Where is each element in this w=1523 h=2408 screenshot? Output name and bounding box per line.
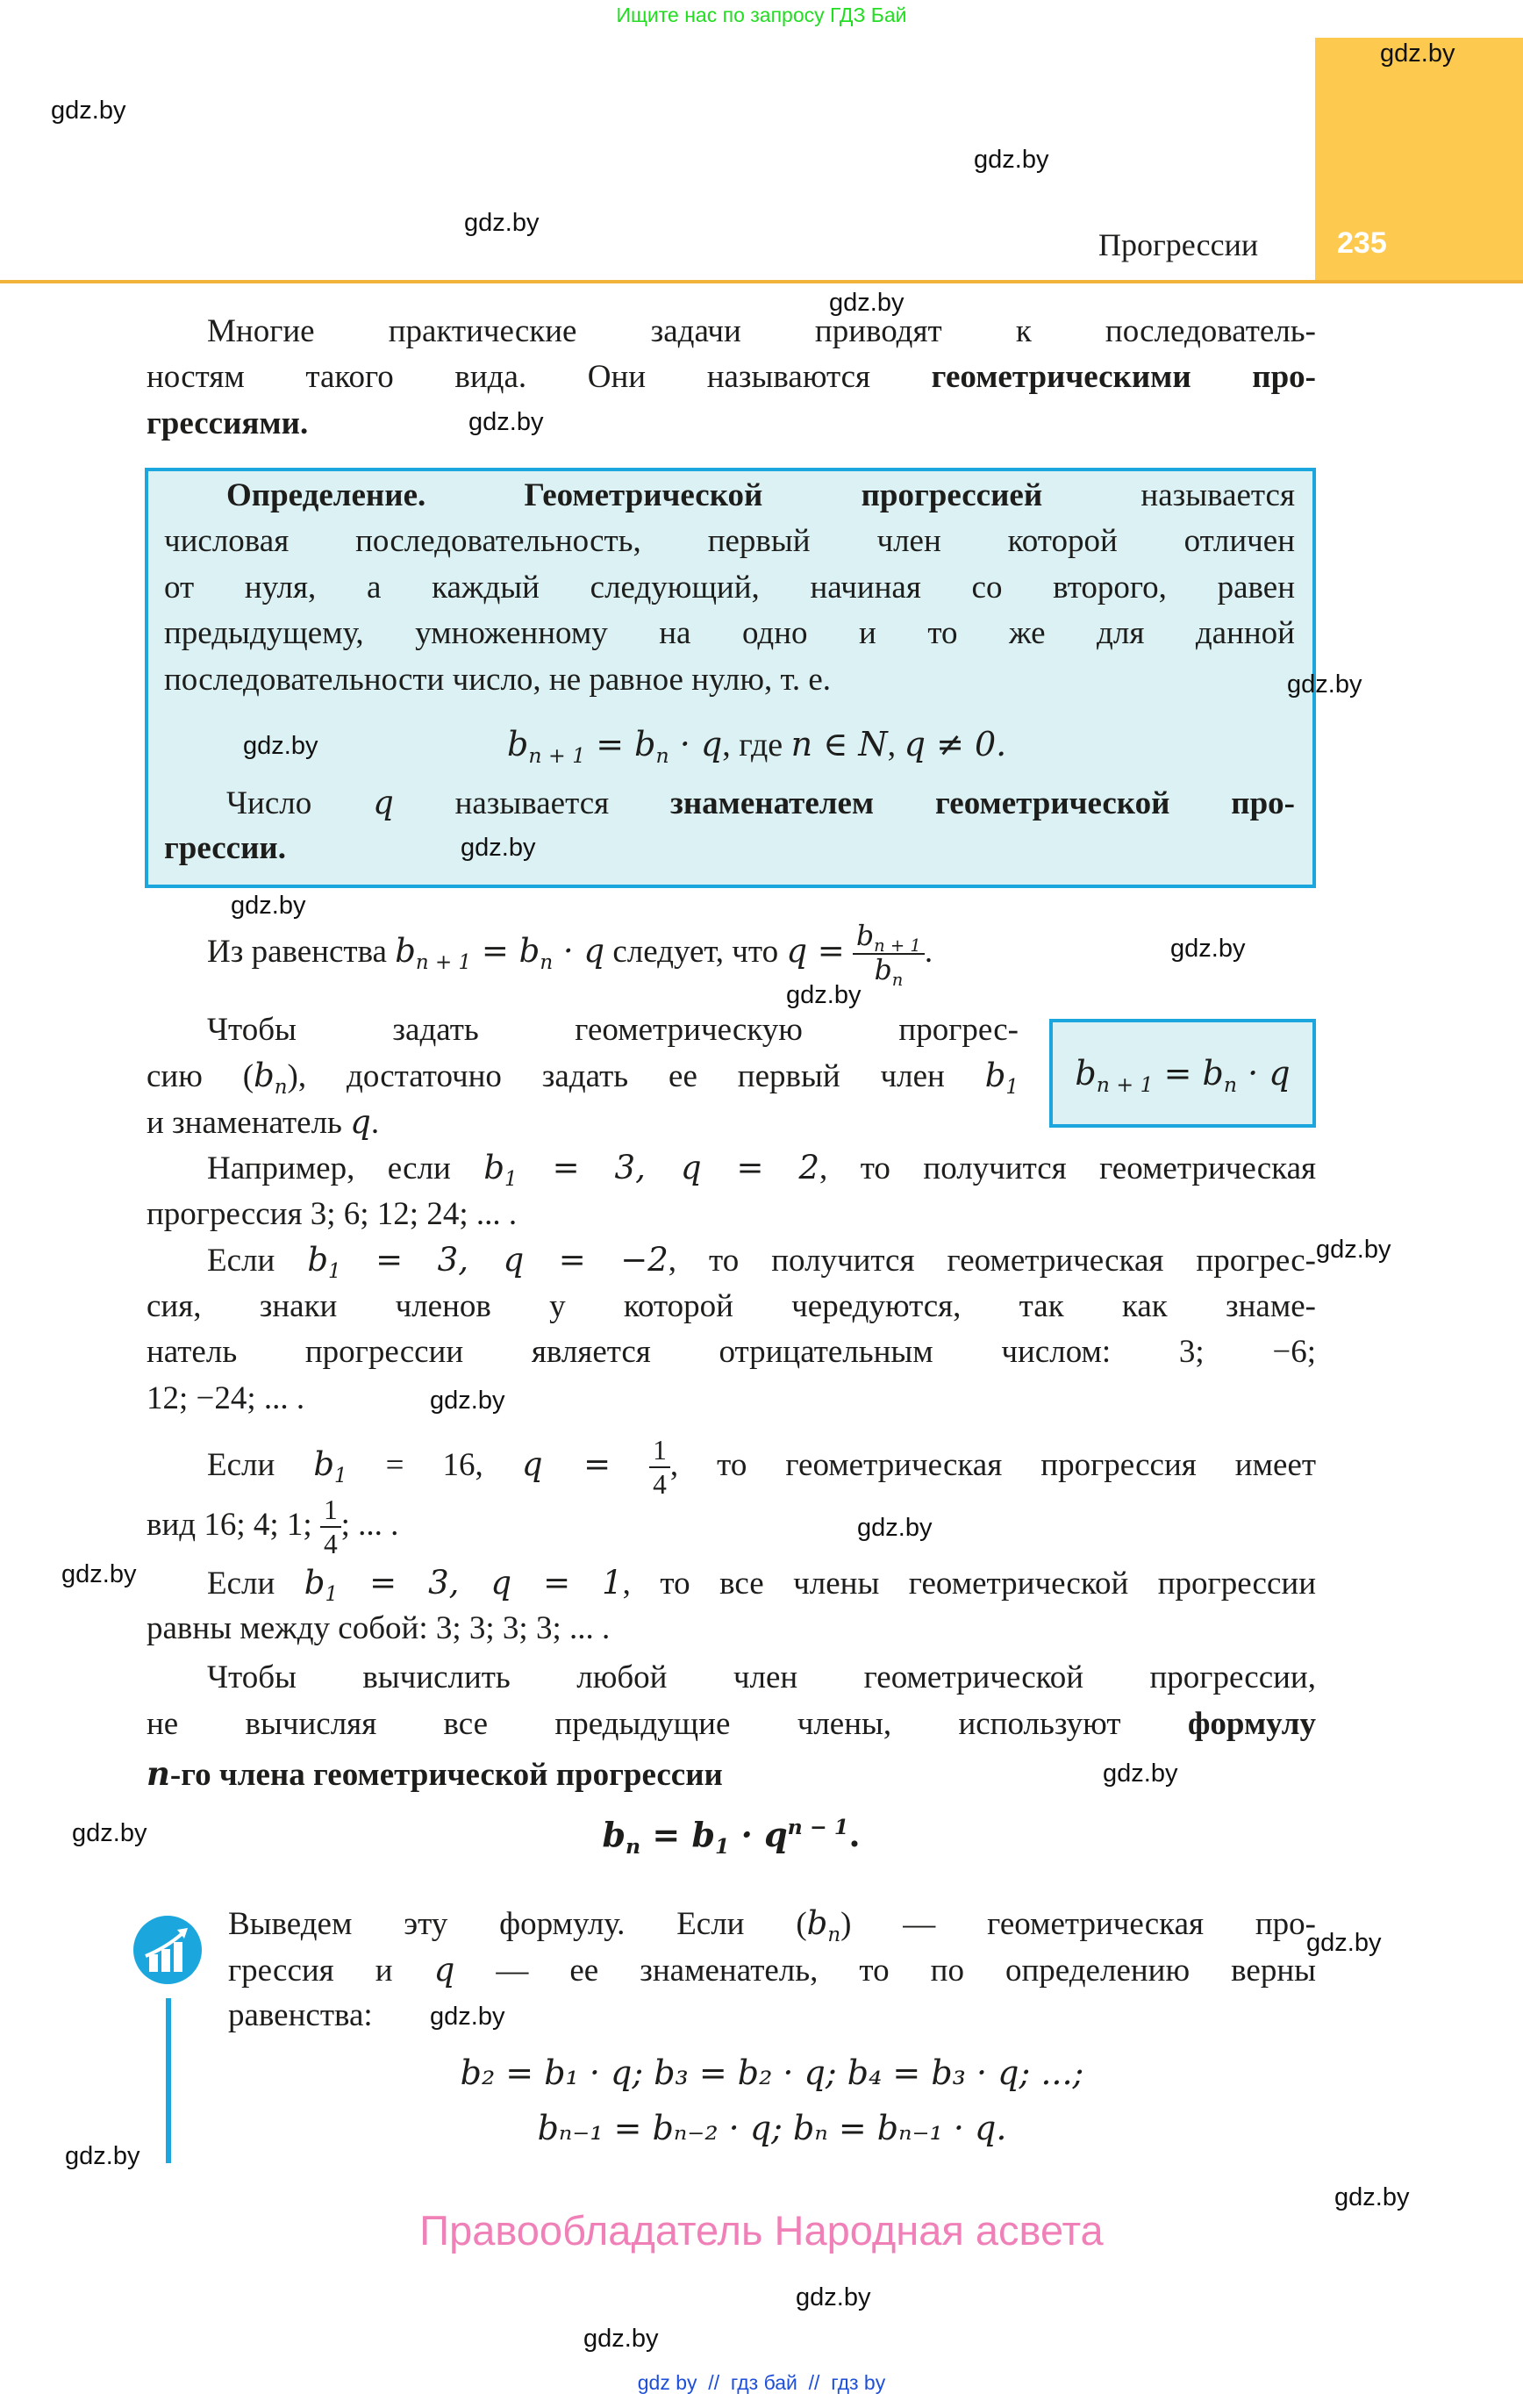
definition-line-1: Определение. Геометрической прогрессией называется: [226, 477, 1295, 513]
proof-side-line: [166, 1998, 171, 2163]
intro-line-2: ностям такого вида. Они называются геометрическими про-: [147, 359, 1316, 395]
watermark: gdz.by: [430, 2003, 505, 2031]
proof-line-1: Выведем эту формулу. Если $(b_n)$ — геометрическая про-: [228, 1904, 1316, 1947]
watermark: gdz.by: [65, 2142, 140, 2170]
example-3-line-2: вид 16; 4; 1; $\frac{1}{4}$ ; ... .: [147, 1494, 399, 1560]
rule-formula: $b_{n + 1} = b_n \cdot q$: [1075, 1054, 1291, 1098]
top-banner: Ищите нас по запросу ГДЗ Бай: [616, 4, 907, 26]
watermark: gdz.by: [231, 892, 306, 920]
definition-line-4: предыдущему, умноженному на одно и то же для данной: [164, 615, 1295, 651]
proof-line-3: равенства:: [228, 1997, 373, 2033]
watermark: gdz.by: [61, 1560, 137, 1588]
section-title: Прогрессии: [1098, 227, 1259, 262]
watermark: gdz.by: [461, 834, 536, 862]
specify-line-3: и знаменатель q.: [147, 1103, 380, 1141]
watermark: gdz.by: [796, 2283, 871, 2311]
proof-equations-row-1: b₂ = b₁ · q; b₃ = b₂ · q; b₄ = b₃ · q; ...;: [460, 2053, 1084, 2092]
example-1-line-1: Например, если $b_1 = 3$, q = 2, то получится геометрическая: [207, 1149, 1317, 1192]
specify-line-2: сию $(b_n)$, достаточно задать ее первый член $b_1$: [147, 1057, 1019, 1100]
rights-holder: Правообладатель Народная асвета: [419, 2207, 1104, 2254]
nth-term-line-3: n-го члена геометрической прогрессии: [147, 1754, 723, 1793]
watermark: gdz.by: [583, 2325, 659, 2353]
page-number: 235: [1337, 226, 1387, 260]
q-derivation: Из равенства $b_{n + 1} = b_n \cdot q$ следует, что q = $\frac{b_{n + 1}}{b_n}$ .: [207, 921, 933, 991]
example-3-line-1: Если $b_1 = 16$, q = $\frac{1}{4}$ , то геометрическая прогрессия имеет: [207, 1435, 1317, 1501]
example-2-line-3: натель прогрессии является отрицательным числом: 3; −6;: [147, 1334, 1316, 1370]
watermark: gdz.by: [72, 1819, 147, 1847]
watermark: gdz.by: [1287, 670, 1362, 699]
denominator-line-2: грессии.: [164, 830, 286, 866]
watermark: gdz.by: [1103, 1759, 1178, 1788]
watermark: gdz.by: [829, 289, 905, 317]
nth-term-formula: $b_n = b_1 \cdot q^{n - 1}$.: [602, 1814, 861, 1860]
example-2-line-2: сия, знаки членов у которой чередуются, так как знаме-: [147, 1288, 1316, 1324]
specify-line-1: Чтобы задать геометрическую прогрес-: [207, 1012, 1019, 1048]
definition-line-3: от нуля, а каждый следующий, начиная со второго, равен: [164, 570, 1295, 606]
watermark: gdz.by: [1306, 1929, 1382, 1957]
footer-links[interactable]: gdz by // гдз бай // гдз by: [637, 2371, 886, 2394]
intro-line-1: Многие практические задачи приводят к последователь-: [207, 313, 1316, 349]
watermark: gdz.by: [1334, 2183, 1410, 2211]
watermark: gdz.by: [1316, 1236, 1391, 1264]
denominator-line-1: Число q называется знаменателем геометрической про-: [226, 784, 1295, 821]
growth-chart-icon: [133, 1916, 202, 1984]
watermark: gdz.by: [974, 146, 1049, 174]
example-4-line-2: равны между собой: 3; 3; 3; 3; ... .: [147, 1610, 611, 1646]
definition-line-2: числовая последовательность, первый член которой отличен: [164, 523, 1295, 559]
proof-line-2: грессия и q — ее знаменатель, то по определению верны: [228, 1951, 1316, 1989]
example-1-line-2: прогрессия 3; 6; 12; 24; ... .: [147, 1196, 518, 1232]
header-rule: [0, 280, 1523, 283]
q-fraction: $\frac{b_{n + 1}}{b_n}$: [853, 923, 925, 985]
watermark: gdz.by: [51, 97, 126, 125]
watermark: gdz.by: [243, 732, 318, 760]
watermark: gdz.by: [857, 1514, 933, 1542]
example-2-line-1: Если $b_1 = 3$, q = −2, то получится геометрическая прогрес-: [207, 1241, 1316, 1284]
watermark: gdz.by: [1170, 935, 1246, 963]
intro-line-3: грессиями.: [147, 405, 309, 441]
watermark: gdz.by: [468, 408, 544, 436]
example-2-line-4: 12; −24; ... .: [147, 1380, 305, 1416]
watermark: gdz.by: [786, 981, 862, 1009]
example-4-line-1: Если $b_1 = 3$, q = 1, то все члены геометрической прогрессии: [207, 1564, 1317, 1607]
nth-term-line-1: Чтобы вычислить любой член геометрической прогрессии,: [207, 1659, 1316, 1695]
definition-formula: $b_{n + 1} = b_n \cdot q$, где n ∈ N, q ≠ 0.: [507, 725, 1007, 769]
watermark: gdz.by: [464, 209, 540, 237]
definition-line-5: последовательности число, не равное нулю, т. е.: [164, 662, 832, 698]
watermark: gdz.by: [430, 1387, 505, 1415]
watermark: gdz.by: [1380, 39, 1455, 68]
proof-equations-row-2: bₙ₋₁ = bₙ₋₂ · q; bₙ = bₙ₋₁ · q.: [537, 2109, 1007, 2147]
nth-term-line-2: не вычисляя все предыдущие члены, используют формулу: [147, 1706, 1316, 1742]
